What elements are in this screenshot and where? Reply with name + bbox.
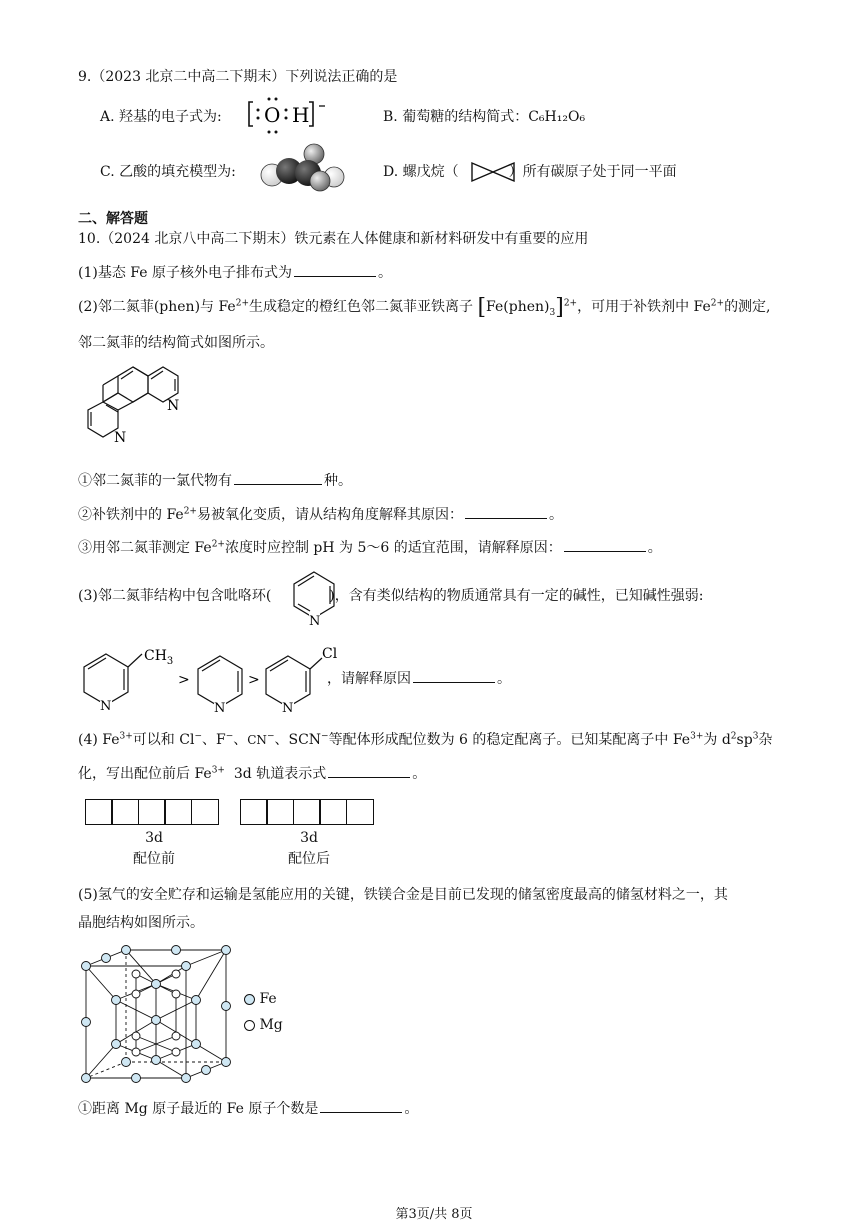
q10-sub5-1: ①距离 Mg 原子最近的 Fe 原子个数是 。	[78, 1098, 418, 1118]
phenanthroline-structure	[76, 360, 206, 455]
q10-part2-line2: 邻二氮菲的结构简式如图所示。	[78, 335, 274, 351]
q10-part2-line1: (2)邻二氮菲(phen)与 $Fe^{2+}$生成稳定的橙红色邻二氮菲亚铁离子 $[Fe(phen)_3]^{2+}$，可用于补铁剂中 $Fe^{2+}$的测定,	[78, 295, 771, 320]
q9-option-a: A. 羟基的电子式为:	[100, 109, 222, 125]
q9-option-b: B. 葡萄糖的结构简式：C₆H₁₂O₆	[383, 109, 586, 125]
q9-option-c: C. 乙酸的填充模型为:	[100, 164, 236, 180]
orbital-box[interactable]	[293, 799, 321, 825]
legend-mg: Mg	[244, 1016, 283, 1034]
phen-complex: Fe(phen)	[486, 299, 550, 315]
chloropyridine-ring	[266, 656, 310, 707]
orbital-box[interactable]	[346, 799, 374, 825]
pyridine-ring-inline	[286, 566, 342, 628]
mg-legend-marker	[244, 1020, 255, 1031]
before-coordination-label: 配位前	[133, 851, 175, 867]
gt-symbol-2: >	[248, 672, 260, 688]
orbital-boxes-after[interactable]	[241, 799, 374, 825]
spiropentane-structure	[468, 160, 518, 184]
q10-part4-line1: (4) $Fe^{3+}$可以和 Cl−、F−、CN−、SCN−等配体形成配位数为 6 的稳定配离子。已知某配离子中 $Fe^{3+}$为 $d^2sp^3$杂	[78, 731, 773, 748]
answer-blank[interactable]	[294, 262, 376, 277]
answer-blank[interactable]	[413, 668, 495, 683]
fe-mg-crystal-cell	[74, 940, 244, 1088]
page-footer: 第3页/共 8页	[395, 1207, 473, 1222]
cl-label: Cl	[322, 646, 338, 662]
orbital-box[interactable]	[240, 799, 268, 825]
fe-legend-marker	[244, 994, 255, 1005]
acetic-acid-space-filling-model	[258, 141, 350, 193]
phen-n-right: N	[167, 398, 180, 414]
svg-text:N: N	[309, 614, 321, 628]
legend-fe: Fe	[244, 990, 277, 1008]
q10-part5-line2: 晶胞结构如图所示。	[78, 915, 204, 931]
q10-part1: (1)基态 Fe 原子核外电子排布式为 。	[78, 262, 392, 282]
orbital-boxes-before[interactable]	[86, 799, 219, 825]
q10-sub1: ①邻二氮菲的一氯代物有 种。	[78, 470, 352, 490]
orbital-label-after: 3d	[300, 830, 318, 846]
orbital-box[interactable]	[164, 799, 192, 825]
hydroxyl-electron-formula	[247, 94, 337, 136]
q10-stem: 10.（2024 北京八中高二下期末）铁元素在人体健康和新材料研发中有重要的应用	[78, 231, 589, 247]
methylpyridine-ring	[84, 654, 128, 705]
orbital-box[interactable]	[111, 799, 139, 825]
answer-blank[interactable]	[320, 1098, 402, 1113]
q10-part5-line1: (5)氢气的安全贮存和运输是氢能应用的关键，铁镁合金是目前已发现的储氢密度最高的储氢材料之一，其	[78, 887, 728, 903]
answer-blank[interactable]	[328, 763, 410, 778]
q9-option-d: D. 螺戊烷（ ）所有碳原子处于同一平面	[383, 164, 677, 180]
q10-sub3: ③用邻二氮菲测定 $Fe^{2+}$浓度时应控制 pH 为 5～6 的适宜范围，请解释原因： 。	[78, 537, 662, 557]
orbital-box[interactable]	[85, 799, 113, 825]
orbital-box[interactable]	[138, 799, 166, 825]
glucose-formula: C₆H₁₂O₆	[528, 109, 586, 125]
svg-text:N: N	[282, 701, 294, 716]
q9-stem: 9.（2023 北京二中高二下期末）下列说法正确的是	[78, 69, 398, 85]
orbital-box[interactable]	[266, 799, 294, 825]
after-coordination-label: 配位后	[288, 851, 330, 867]
svg-text:N: N	[100, 699, 112, 714]
ch3-label: $CH_3$	[144, 648, 174, 667]
orbital-box[interactable]	[319, 799, 347, 825]
q10-part4-line2: 化，写出配位前后 $Fe^{3+}$ 3d 轨道表示式 。	[78, 763, 426, 783]
q10-part3-line1: (3)邻二氮菲结构中包含吡咯环( )，含有类似结构的物质通常具有一定的碱性，已知碱性强弱:	[78, 588, 704, 604]
pyridine-ring	[198, 656, 242, 707]
orbital-label-before: 3d	[145, 830, 163, 846]
phen-n-bottom: N	[114, 430, 127, 446]
svg-text:O: O	[264, 103, 281, 127]
q10-part3-explain: ，请解释原因 。	[327, 668, 511, 688]
gt-symbol-1: >	[178, 672, 190, 688]
answer-blank[interactable]	[465, 504, 547, 519]
orbital-box[interactable]	[191, 799, 219, 825]
answer-blank[interactable]	[564, 537, 646, 552]
answer-blank[interactable]	[234, 470, 322, 485]
svg-text:H: H	[292, 103, 310, 127]
svg-text:N: N	[214, 701, 226, 716]
q10-sub2: ②补铁剂中的 $Fe^{2+}$易被氧化变质，请从结构角度解释其原因： 。	[78, 504, 563, 524]
section-title: 二、解答题	[78, 211, 148, 227]
